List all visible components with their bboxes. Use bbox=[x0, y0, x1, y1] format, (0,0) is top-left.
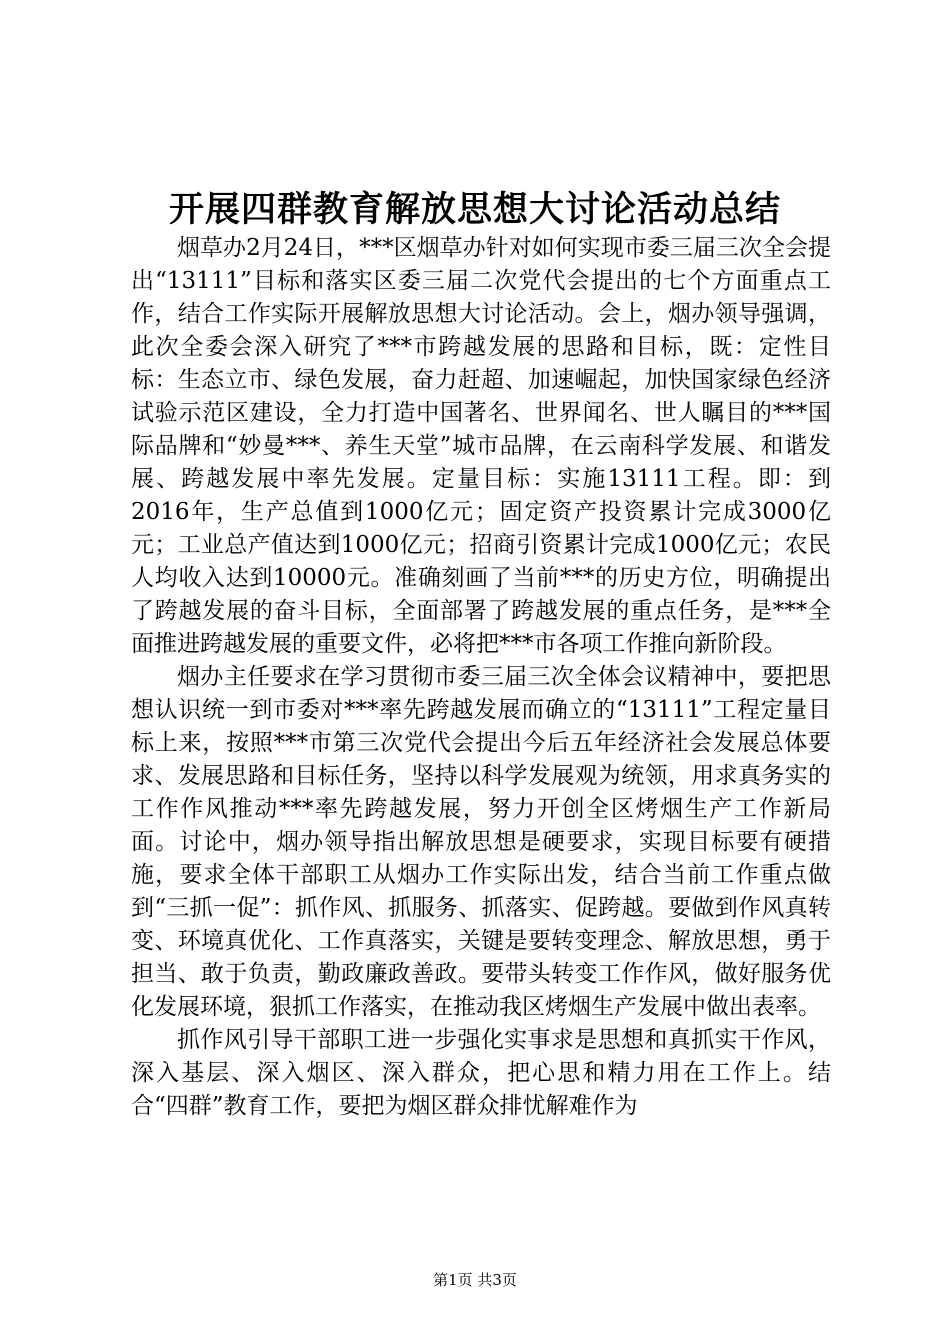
paragraph: 抓作风引导干部职工进一步强化实事求是思想和真抓实干作风，深入基层、深入烟区、深入群众，把心思和精力用在工作上。结合“四群”教育工作，要把为烟区群众排忧解难作为 bbox=[131, 1027, 831, 1119]
document-body bbox=[131, 232, 831, 1123]
page-footer: 第1页 共3页 bbox=[433, 1271, 517, 1289]
document-title: 开展四群教育解放思想大讨论活动总结 bbox=[168, 189, 781, 230]
paragraph: 烟草办2月24日，***区烟草办针对如何实现市委三届三次全会提出“13111”目标和落实区委三届二次党代会提出的七个方面重点工作，结合工作实际开展解放思想大讨论活动。会上，烟办领导强调，此次全委会深入研究了***市跨越发展的思路和目标，既：定性目标：生态立市、绿色发展，奋力赶超、加速崛起，加快国家绿色经济试验示范区建设，全力打造中国著名、世界闻名、世人瞩目的***国际品牌和“妙曼***、养生天堂”城市品牌，在云南科学发展、和谐发展、跨越发展中率先发展。定量目标：实施13111工程。即：到2016年，生产总值到1000亿元；固定资产投资累计完成3000亿元；工业总产值达到1000亿元；招商引资累计完成1000亿元；农民人均收入达到10000元。准确刻画了当前***的历史方位，明确提出了跨越发展的奋斗目标，全面部署了跨越发展的重点任务，是***全面推进跨越发展的重要文件，必将把***市各项工作推向新阶段。 bbox=[131, 235, 831, 657]
paragraph: 烟办主任要求在学习贯彻市委三届三次全体会议精神中，要把思想认识统一到市委对***率先跨越发展而确立的“13111”工程定量目标上来，按照***市第三次党代会提出今后五年经济社会发展总体要求、发展思路和目标任务，坚持以科学发展观为统领，用求真务实的工作作风推动***率先跨越发展，努力开创全区烤烟生产工作新局面。讨论中，烟办领导指出解放思想是硬要求，实现目标要有硬措施，要求全体干部职工从烟办工作实际出发，结合当前工作重点做到“三抓一促”：抓作风、抓服务、抓落实、促跨越。要做到作风真转变、环境真优化、工作真落实，关键是要转变理念、解放思想，勇于担当、敢于负责，勤政廉政善政。要带头转变工作作风，做好服务优化发展环境，狠抓工作落实，在推动我区烤烟生产发展中做出表率。 bbox=[131, 664, 831, 1020]
